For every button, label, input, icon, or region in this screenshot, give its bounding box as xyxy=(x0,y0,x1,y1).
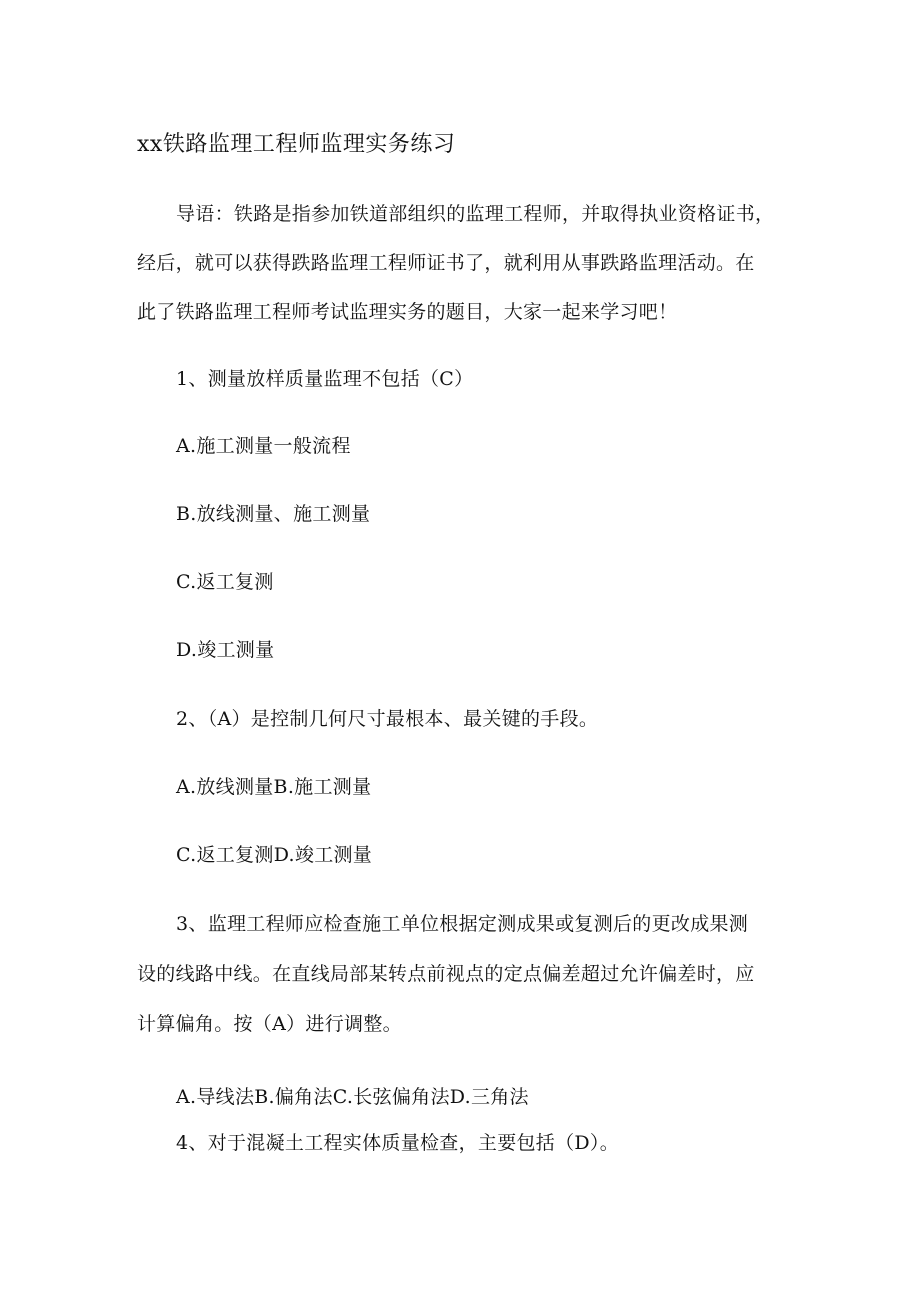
question-1-stem: 1、测量放样质量监理不包括（C） xyxy=(176,368,474,390)
question-3-stem-line-2: 设的线路中线。在直线局部某转点前视点的定点偏差超过允许偏差时，应 xyxy=(137,963,755,985)
question-1-option-c: C.返工复测 xyxy=(176,571,274,593)
intro-line-2: 经后，就可以获得跌路监理工程师证书了，就利用从事跌路监理活动。在 xyxy=(137,252,755,274)
document-title: xx铁路监理工程师监理实务练习 xyxy=(137,132,456,157)
question-3-stem-line-1: 3、监理工程师应检查施工单位根据定测成果或复测后的更改成果测 xyxy=(176,913,749,935)
question-1-option-b: B.放线测量、施工测量 xyxy=(176,503,371,525)
question-3-stem-line-3: 计算偏角。按（A）进行调整。 xyxy=(137,1013,402,1035)
intro-line-3: 此了铁路监理工程师考试监理实务的题目，大家一起来学习吧！ xyxy=(137,301,678,323)
question-2-options-line-2: C.返工复测D.竣工测量 xyxy=(176,844,373,866)
question-3-options: A.导线法B.偏角法C.长弦偏角法D.三角法 xyxy=(176,1086,529,1108)
question-2-options-line-1: A.放线测量B.施工测量 xyxy=(176,776,372,798)
intro-line-1: 导语：铁路是指参加铁道部组织的监理工程师，并取得执业资格证书， xyxy=(176,203,775,225)
question-1-option-d: D.竣工测量 xyxy=(176,639,275,661)
question-4-stem: 4、对于混凝土工程实体质量检查，主要包括（D）。 xyxy=(176,1132,620,1154)
question-2-stem: 2、（A）是控制几何尺寸最根本、最关键的手段。 xyxy=(176,708,599,730)
question-1-option-a: A.施工测量一般流程 xyxy=(176,435,351,457)
